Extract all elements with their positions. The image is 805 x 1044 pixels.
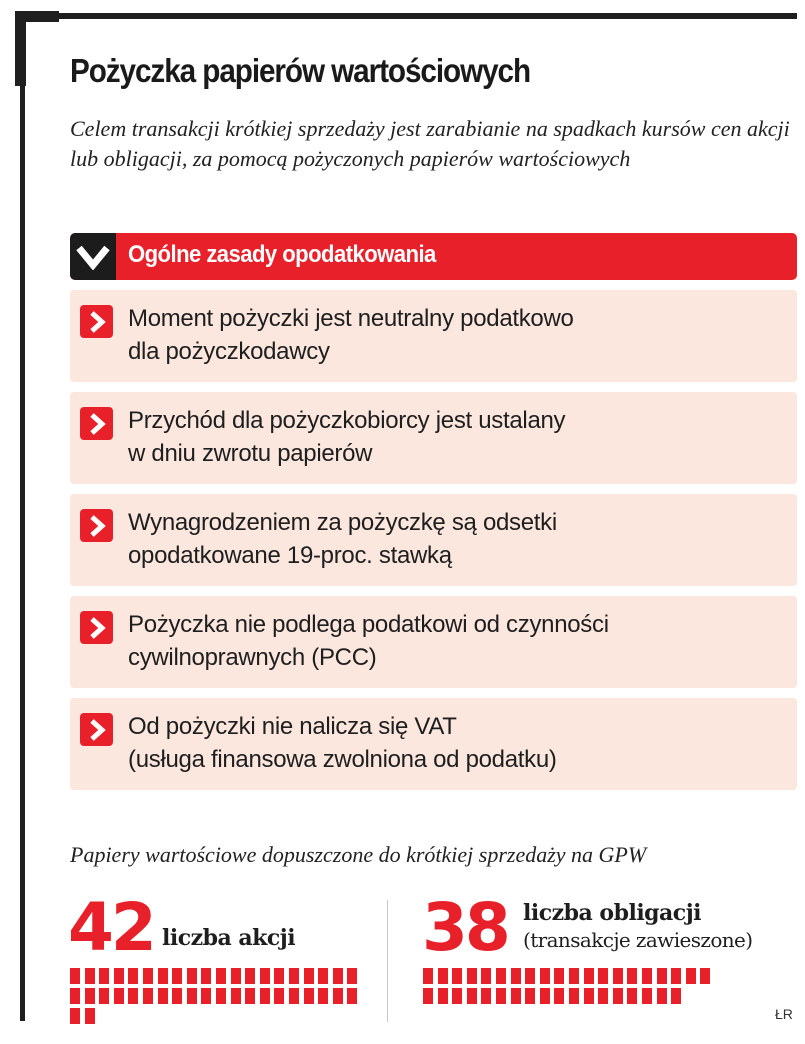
shares-label: liczba akcji xyxy=(162,925,296,951)
chevron-right-icon xyxy=(80,611,113,644)
rule-item xyxy=(70,698,797,790)
bond-unit-square xyxy=(481,988,491,1004)
share-unit-square xyxy=(347,988,357,1004)
chevron-right-icon xyxy=(80,509,113,542)
share-unit-square xyxy=(99,968,109,984)
share-unit-square xyxy=(304,988,314,1004)
bond-unit-square xyxy=(671,968,681,984)
share-unit-square xyxy=(260,968,270,984)
share-unit-square xyxy=(70,968,80,984)
rule-text-line: (usługa finansowa zwolniona od podatku) xyxy=(128,746,557,773)
bond-unit-square xyxy=(613,968,623,984)
bond-unit-square xyxy=(525,968,535,984)
rule-text-line: cywilnoprawnych (PCC) xyxy=(128,644,377,671)
share-unit-square xyxy=(245,988,255,1004)
bond-unit-square xyxy=(438,988,448,1004)
rule-text-line: opodatkowane 19-proc. stawką xyxy=(128,542,452,569)
bond-unit-square xyxy=(511,968,521,984)
rule-text-line: Wynagrodzeniem za pożyczkę są odsetki xyxy=(128,509,557,536)
bond-unit-square xyxy=(569,968,579,984)
section-header xyxy=(70,233,797,280)
bond-unit-square xyxy=(627,968,637,984)
bond-unit-square xyxy=(671,988,681,1004)
share-unit-square xyxy=(187,968,197,984)
chevron-right-icon xyxy=(80,713,113,746)
share-unit-square xyxy=(274,988,284,1004)
bond-unit-square xyxy=(423,988,433,1004)
share-unit-square xyxy=(128,988,138,1004)
section-header-label: Ogólne zasady opodatkowania xyxy=(128,241,436,268)
bond-unit-square xyxy=(584,988,594,1004)
share-unit-square xyxy=(274,968,284,984)
bond-unit-square xyxy=(598,988,608,1004)
bond-unit-square xyxy=(496,968,506,984)
frame-left-rule-top xyxy=(15,11,26,86)
bond-unit-square xyxy=(467,968,477,984)
share-unit-square xyxy=(201,968,211,984)
rule-text xyxy=(128,302,788,368)
rule-text-line: Przychód dla pożyczkobiorcy jest ustalany xyxy=(128,407,566,434)
bond-unit-square xyxy=(525,988,535,1004)
share-unit-square xyxy=(201,988,211,1004)
bond-unit-square xyxy=(598,968,608,984)
bond-unit-square xyxy=(467,988,477,1004)
rule-text-line: Moment pożyczki jest neutralny podatkowo xyxy=(128,305,574,332)
shares-count: 42 xyxy=(68,889,154,966)
share-unit-square xyxy=(333,968,343,984)
share-unit-square xyxy=(289,988,299,1004)
rule-text-line: w dniu zwrotu papierów xyxy=(128,440,373,467)
chevron-right-icon xyxy=(80,407,113,440)
chevron-right-icon xyxy=(80,305,113,338)
author-signature: ŁR xyxy=(775,1006,793,1022)
bond-unit-square xyxy=(569,988,579,1004)
share-unit-square xyxy=(347,968,357,984)
share-unit-square xyxy=(231,968,241,984)
page-title: Pożyczka papierów wartościowych xyxy=(70,52,531,89)
bond-unit-square xyxy=(554,968,564,984)
share-unit-square xyxy=(128,968,138,984)
bond-unit-square xyxy=(481,968,491,984)
bond-unit-square xyxy=(642,968,652,984)
bond-unit-square xyxy=(452,988,462,1004)
chevron-down-icon xyxy=(70,233,116,280)
stats-caption: Papiery wartościowe dopuszczone do krótkiej sprzedaży na GPW xyxy=(70,842,647,867)
share-unit-square xyxy=(143,988,153,1004)
bond-unit-square xyxy=(584,968,594,984)
rule-item xyxy=(70,596,797,688)
rule-text xyxy=(128,506,788,572)
bond-unit-square xyxy=(700,968,710,984)
rule-item xyxy=(70,494,797,586)
bond-unit-square xyxy=(686,968,696,984)
rule-text xyxy=(128,710,788,776)
share-unit-square xyxy=(172,968,182,984)
rule-item xyxy=(70,290,797,382)
frame-left-rule xyxy=(20,80,25,1021)
bonds-count: 38 xyxy=(422,889,508,966)
share-unit-square xyxy=(99,988,109,1004)
bond-unit-square xyxy=(657,988,667,1004)
bond-unit-square xyxy=(540,988,550,1004)
share-unit-square xyxy=(216,988,226,1004)
bonds-label: liczba obligacji xyxy=(523,900,702,926)
bond-unit-square xyxy=(438,968,448,984)
share-unit-square xyxy=(143,968,153,984)
bond-unit-square xyxy=(540,968,550,984)
share-unit-square xyxy=(70,988,80,1004)
share-unit-square xyxy=(187,988,197,1004)
rule-text-line: Od pożyczki nie nalicza się VAT xyxy=(128,713,457,740)
bond-unit-square xyxy=(423,968,433,984)
share-unit-square xyxy=(85,988,95,1004)
share-unit-square xyxy=(172,988,182,1004)
share-unit-square xyxy=(231,988,241,1004)
bond-unit-square xyxy=(613,988,623,1004)
rule-text-line: dla pożyczkodawcy xyxy=(128,338,330,365)
share-unit-square xyxy=(158,968,168,984)
shares-square-chart xyxy=(70,968,357,1024)
bond-unit-square xyxy=(511,988,521,1004)
share-unit-square xyxy=(318,968,328,984)
share-unit-square xyxy=(245,968,255,984)
share-unit-square xyxy=(318,988,328,1004)
share-unit-square xyxy=(158,988,168,1004)
bond-unit-square xyxy=(642,988,652,1004)
rule-text-line: Pożyczka nie podlega podatkowi od czynności xyxy=(128,611,609,638)
share-unit-square xyxy=(216,968,226,984)
rule-text xyxy=(128,404,788,470)
bonds-sublabel: (transakcje zawieszone) xyxy=(523,928,753,952)
share-unit-square xyxy=(333,988,343,1004)
page-subtitle: Celem transakcji krótkiej sprzedaży jest zarabianie na spadkach kursów cen akcji lub obligacji, za pomocą pożyczonych papierów wartościowych xyxy=(70,116,790,171)
share-unit-square xyxy=(85,968,95,984)
share-unit-square xyxy=(85,1008,95,1024)
bond-unit-square xyxy=(627,988,637,1004)
frame-top-rule xyxy=(15,13,797,19)
bond-unit-square xyxy=(452,968,462,984)
share-unit-square xyxy=(260,988,270,1004)
stats-divider xyxy=(387,900,388,1022)
share-unit-square xyxy=(114,968,124,984)
bond-unit-square xyxy=(554,988,564,1004)
share-unit-square xyxy=(114,988,124,1004)
bonds-square-chart xyxy=(423,968,710,1004)
share-unit-square xyxy=(70,1008,80,1024)
rule-text xyxy=(128,608,788,674)
rule-item xyxy=(70,392,797,484)
bond-unit-square xyxy=(657,968,667,984)
bond-unit-square xyxy=(496,988,506,1004)
share-unit-square xyxy=(304,968,314,984)
share-unit-square xyxy=(289,968,299,984)
